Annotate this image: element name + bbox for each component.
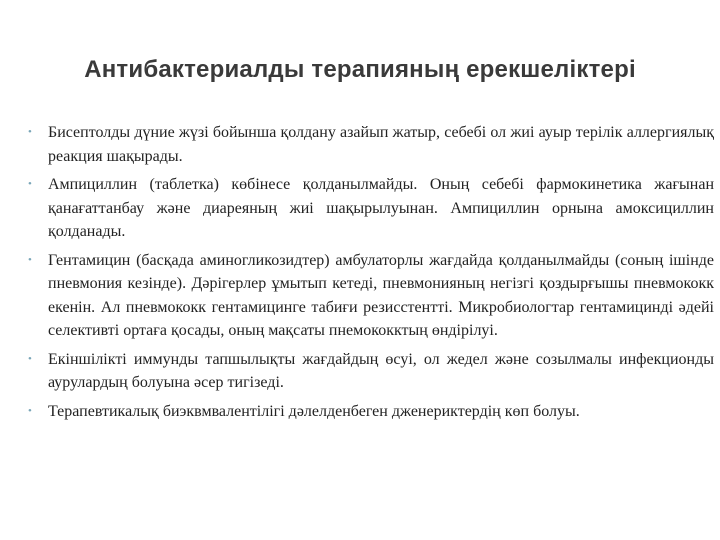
bullet-item [24,348,714,395]
bullet-text: Бисептолды дүние жүзі бойынша қолдану азайып жатыр, себебі ол жиі ауыр терілік аллергиялық реакция шақырады. [48,124,714,165]
bullet-text: Терапевтикалық биэквмвалентілігі дәлелденбеген дженериктердің көп болуы. [48,402,580,420]
bullet-icon: • [28,126,32,138]
bullet-text: Екіншілікті иммунды тапшылықты жағдайдың өсуі, ол жедел және созылмалы инфекционды аурулардың болуына әсер тигізеді. [48,350,714,391]
bullet-text: Гентамицин (басқада аминогликозидтер) амбулаторлы жағдайда қолданылмайды (соның ішінде пневмония кезінде). Дәрігерлер ұмытып кетеді, пневмонияның негізгі қоздырғышы пневмококк екенін. Ал пневмококк гентамицинге табиғи резисстентті. Микробиологтар гентамицинді әдейі селективті ортаға қосады, оның мақсаты пнемококктың өндірілуі. [48,251,714,339]
slide-title: Антибактериалды терапияның ерекшеліктері [84,56,636,83]
bullet-icon: • [28,352,32,365]
bullet-item [24,400,714,424]
bullet-item [24,249,714,343]
bullet-item [24,121,714,168]
bullet-icon: • [28,253,32,266]
bullet-text: Ампициллин (таблетка) көбінесе қолданылмайды. Оның себебі фармокинетика жағынан қанағаттанбау және диареяның жиі шақырылуынан. Ампициллин орнына амоксициллин қолданады. [48,176,714,240]
bullet-icon: • [28,404,32,417]
bullet-list [24,121,714,428]
bullet-icon: • [28,178,32,190]
bullet-item [24,173,714,244]
